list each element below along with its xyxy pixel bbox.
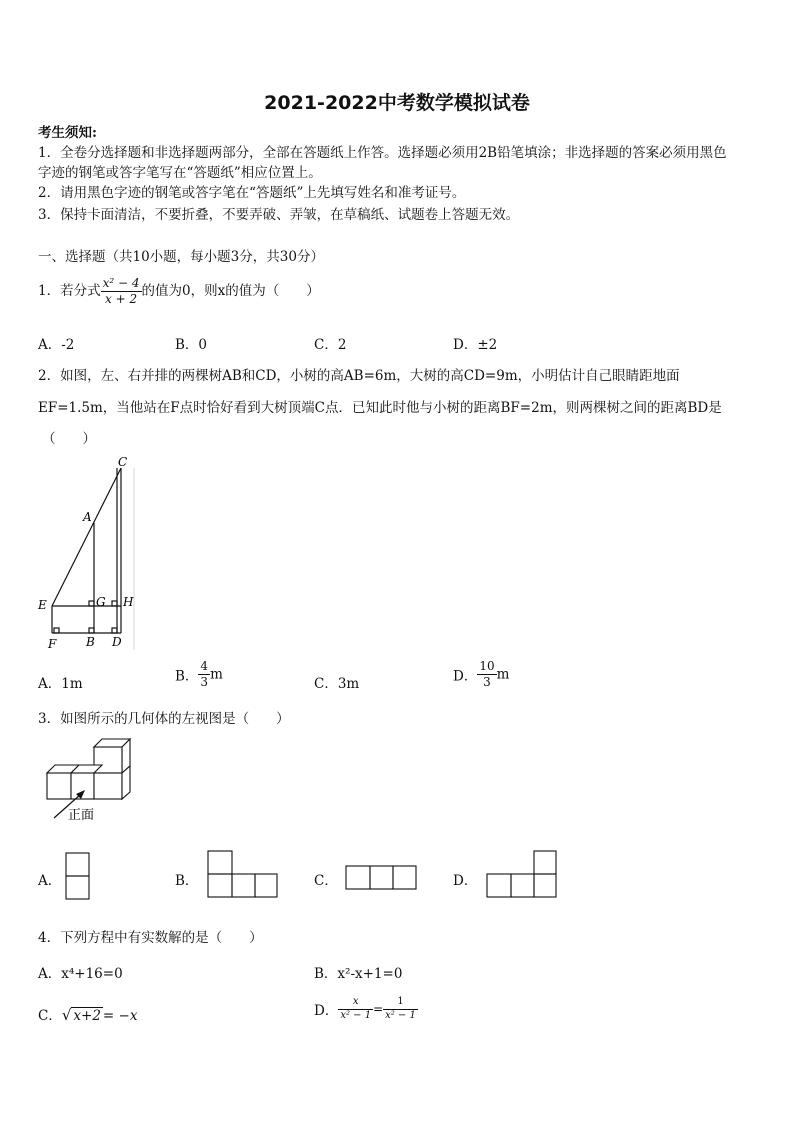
q1-option-a[interactable]: A．-2 [38, 337, 75, 353]
q2-b-num: 4 [200, 659, 209, 673]
q2-d-den: 3 [483, 675, 491, 689]
q2-b-unit: m [210, 666, 223, 683]
q4-d-num-1: x [338, 996, 373, 1010]
q1-option-b[interactable]: B．0 [175, 337, 208, 353]
notice-line-2: 2．请用黑色字迹的钢笔或答字笔在“答题纸”上先填写姓名和准考证号。 [38, 185, 466, 201]
q3-option-a[interactable]: A． [38, 873, 62, 889]
q1-prefix: 1．若分式 [38, 283, 101, 299]
q4-option-a[interactable]: A．x⁴+16=0 [38, 966, 123, 982]
q4-c-prefix: C． [38, 1008, 62, 1024]
section-heading: 一、选择题（共10小题，每小题3分，共30分） [38, 249, 324, 265]
q1-denominator: x + 2 [105, 292, 138, 306]
q4-d-equals: = [373, 1002, 384, 1016]
notice-line-1a: 1．全卷分选择题和非选择题两部分，全部在答题纸上作答。选择题必须用2B铅笔填涂；非选择题的答案必须用黑色 [38, 145, 727, 161]
q3-option-c[interactable]: C． [314, 873, 338, 889]
opt-b-square-1 [208, 874, 232, 897]
notice-heading: 考生须知: [38, 125, 97, 141]
opt-d-square-3 [534, 874, 556, 897]
question-3: 3．如图所示的几何体的左视图是（ ） [38, 711, 290, 727]
label-e: E [38, 598, 47, 612]
notice-line-3: 3．保持卡面清洁，不要折叠，不要弄破、弄皱，在草稿纸、试题卷上答题无效。 [38, 207, 520, 223]
q4-option-b[interactable]: B．x²-x+1=0 [314, 966, 403, 982]
label-d: D [112, 635, 122, 649]
q4-d-fraction-2 [383, 996, 418, 1022]
label-g: G [96, 595, 106, 609]
notice-line-1b: 字迹的钢笔或答字笔写在“答题纸”相应位置上。 [38, 165, 322, 181]
q4-d-prefix: D． [314, 1003, 339, 1019]
q2-line-1: 2．如图，左、右并排的两棵树AB和CD，小树的高AB=6m，大树的高CD=9m，小明估计自己眼睛距地面 [38, 368, 680, 384]
q4-option-c[interactable] [38, 1004, 137, 1024]
opt-a-bottom-square [66, 876, 89, 899]
opt-c-square-1 [346, 866, 370, 889]
label-b: B [86, 635, 95, 649]
q3-option-b[interactable]: B． [175, 873, 199, 889]
q3-option-d[interactable]: D． [453, 873, 478, 889]
q2-line-2: EF=1.5m，当他站在F点时恰好看到大树顶端C点．已知此时他与小树的距离BF=2m，则两棵树之间的距离BD是 [38, 400, 722, 416]
q4-d-num-2: 1 [383, 996, 418, 1010]
q4-d-den-2: x² − 1 [385, 1009, 416, 1021]
q1-numerator: x² − 4 [102, 276, 140, 290]
cube-3-front [94, 773, 122, 799]
q4-c-rest: = −x [102, 1008, 138, 1024]
q1-suffix: 的值为0，则x的值为（ ） [141, 283, 320, 299]
opt-a-top-square [66, 853, 89, 876]
q2-line-3: （ ） [42, 431, 96, 447]
opt-c-square-2 [370, 866, 393, 889]
q4-d-fraction-1 [338, 996, 373, 1022]
q1-option-d[interactable]: D．±2 [453, 337, 498, 353]
opt-b-square-2 [232, 874, 255, 897]
opt-d-square-2 [511, 874, 534, 897]
opt-d-square-1 [487, 874, 511, 897]
front-label: 正面 [68, 808, 95, 823]
q1-option-c[interactable]: C．2 [314, 337, 347, 353]
opt-b-square-3 [255, 874, 277, 897]
opt-d-top-square [534, 851, 556, 874]
label-f: F [48, 637, 57, 651]
q2-b-prefix: B． [175, 668, 199, 685]
q2-d-prefix: D． [453, 668, 478, 685]
label-h: H [123, 595, 134, 609]
q2-option-a[interactable]: A．1m [38, 676, 83, 692]
q4-option-d[interactable] [314, 996, 418, 1022]
cube-1-front [47, 773, 71, 799]
q2-d-unit: m [496, 666, 510, 683]
opt-b-top-square [208, 851, 232, 874]
question-4: 4．下列方程中有实数解的是（ ） [38, 930, 263, 946]
label-a: A [83, 510, 92, 524]
q4-c-radicand: x+2 [73, 1008, 101, 1024]
q4-d-den-1: x² − 1 [340, 1009, 372, 1021]
radical-sign: √ [61, 1006, 72, 1024]
q2-d-num: 10 [479, 659, 495, 673]
q2-b-den: 3 [200, 675, 209, 689]
page-title: 2021-2022中考数学模拟试卷 [264, 92, 530, 114]
q2-option-c[interactable]: C．3m [314, 676, 360, 692]
opt-c-square-3 [393, 866, 416, 889]
label-c: C [118, 455, 128, 469]
